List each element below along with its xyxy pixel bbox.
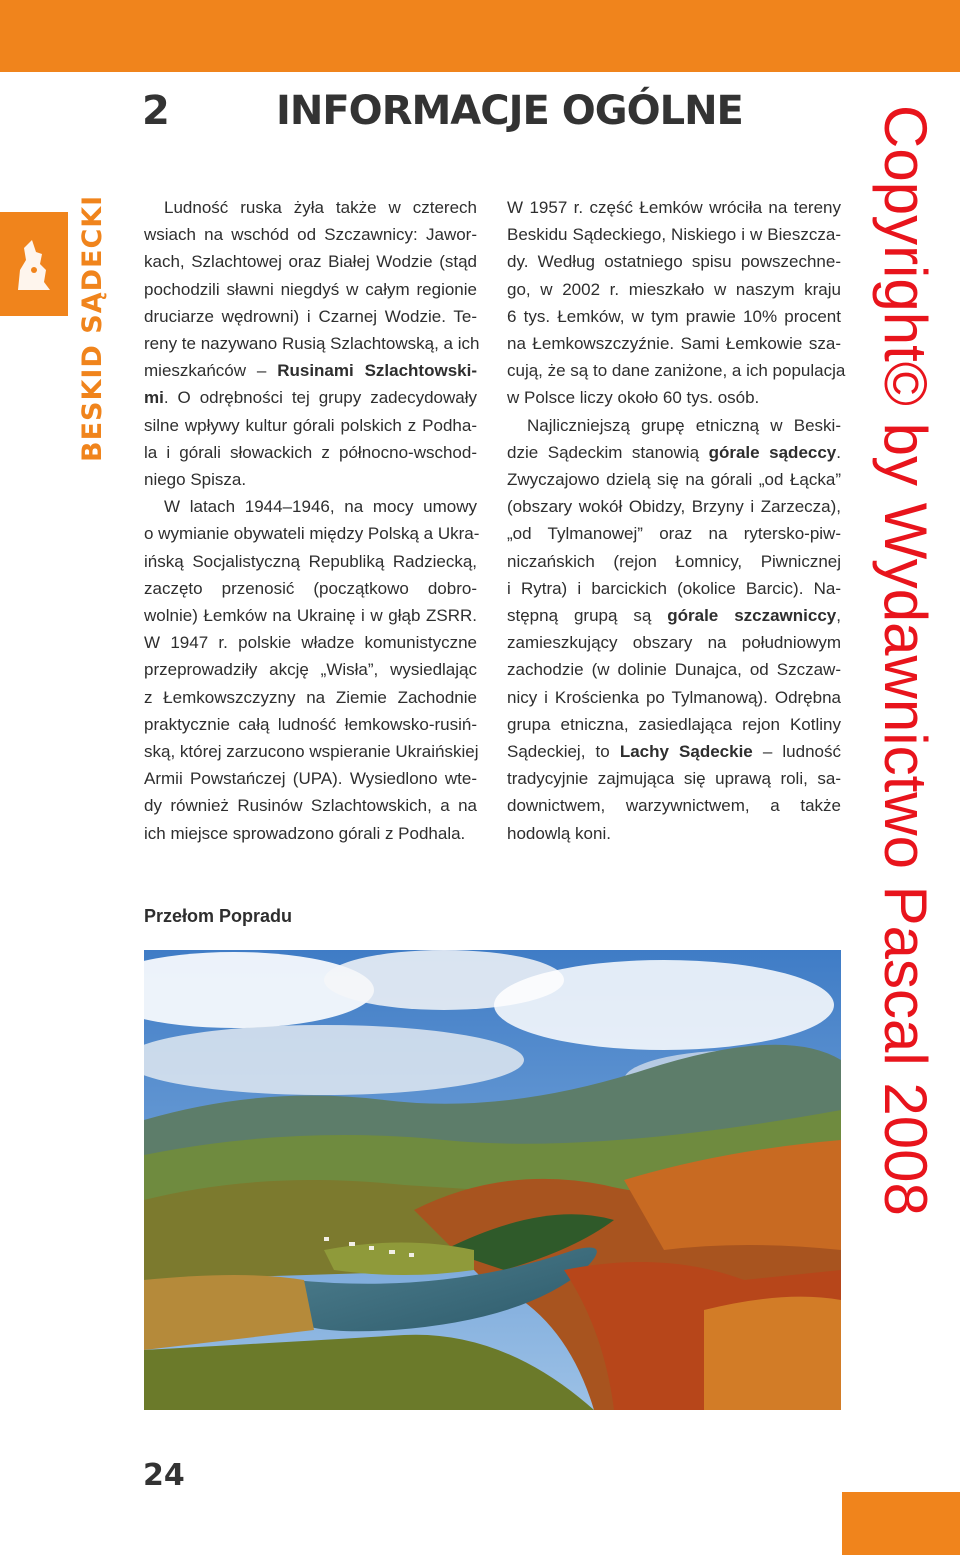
text-run: – ludność [752,742,842,762]
bold-term: mi [144,388,164,408]
text-line: z Łemkowszczyzny na Ziemie Zachodnie [144,687,477,707]
text-line: tradycyjnie zajmująca się uprawą roli, sa- [507,769,841,789]
section-label: BESKID SĄDECKI [77,194,108,462]
paragraph [144,493,480,847]
text-line: druciarze wędrowni) i Czarnej Wodzie. Te- [144,306,477,326]
photo-caption: Przełom Popradu [144,906,293,926]
paragraph [144,194,480,493]
text-line: cują, że są to dane zaniżone, a ich populacja [507,361,846,381]
bold-term: górale sądeccy [708,442,837,462]
text-line: praktycznie całą ludność łemkowsko-rusiń- [144,714,477,734]
text-line: w Polsce liczy około 60 tys. osób. [507,388,760,408]
text-line [507,439,841,466]
text-line: dy. Według ostatniego spisu powszechne- [507,252,841,272]
text-line: W 1947 r. polskie władze komunistyczne [144,633,477,653]
text-run: mieszkańców – [144,361,278,381]
text-line: niczańskich (rejon Łomnicy, Piwnicznej [507,551,841,571]
text-line: Zwyczajowo dzielą się na górali „od Łącka” [507,470,841,490]
section-tab [0,212,68,316]
text-line: dy również Rusinów Szlachtowskich, a na [144,796,477,816]
text-line [144,384,477,411]
paragraph [507,194,846,412]
text-line: pochodzili sławni niegdyś w całym regionie [144,279,477,299]
text-run: Sądeckiej, to [507,742,620,762]
paragraph [507,412,841,847]
beskid-region-map-icon [12,230,56,300]
text-line: Armii Powstańczej (UPA). Wysiedlono wte- [144,769,477,789]
left-text-column [144,194,480,847]
landscape-photo [144,950,841,1410]
bottom-accent-tab [842,1492,960,1555]
text-line: Najliczniejszą grupę etniczną w Beski- [527,415,841,435]
text-run: . O odrębności tej grupy zadecydowały [163,388,477,408]
text-line: „od Tylmanowej” oraz na rytersko-piw- [507,524,841,544]
text-line: nicy i Krościenka po Tylmanową). Odrębna [507,687,841,707]
text-run: stępną grupą są [507,606,668,626]
text-run: , [836,606,841,626]
bold-term: Lachy Sądeckie [619,742,753,762]
top-accent-bar [0,0,960,72]
copyright-watermark: Copyright© by Wydawnictwo Pascal 2008 [872,105,939,1216]
bold-term: górale szczawniccy [667,606,837,626]
text-line [507,602,841,629]
text-line: ich miejsce sprowadzono górali z Podhala. [144,823,466,843]
text-line: i Rytra) i barcickich (okolice Barcic). Na- [507,578,841,598]
text-line: kach, Szlachtowej oraz Białej Wodzie (stąd [144,252,477,272]
text-line: zaczęto przenosić (początkowo dobro- [144,578,477,598]
text-line: na Łemkowszczyźnie. Sami Łemkowie sza- [507,334,841,354]
text-line: (obszary wokół Obidzy, Brzyny i Zarzecza), [507,497,841,517]
text-run: dzie Sądeckim stanowią [507,442,709,462]
text-line: silne wpływy kultur górali polskich z Podha- [144,415,477,435]
text-line: ińską Socjalistyczną Republiką Radziecką, [144,551,477,571]
text-line [144,357,477,384]
chapter-title: INFORMACJE OGÓLNE [276,88,743,134]
right-text-column [507,194,846,847]
text-line: downictwem, warzywnictwem, a także [507,796,841,816]
text-line: W 1957 r. część Łemków wróciła na tereny [507,198,841,217]
text-run: . [836,442,841,462]
text-line: zamieszkujący obszary na południowym [507,633,841,653]
river-valley-illustration [144,950,841,1410]
text-line: Beskidu Sądeckiego, Niskiego i w Bieszcza- [507,225,841,245]
text-line: la i górali słowackich z północno-wschod- [144,442,477,462]
text-line: Ludność ruska żyła także w czterech [164,198,477,217]
text-line: wsiach na wschód od Szczawnicy: Jawor- [144,225,477,245]
text-line: wolnie) Łemków na Ukrainę i w głąb ZSRR. [144,606,477,626]
text-line: 6 tys. Łemków, w tym prawie 10% procent [507,306,841,326]
text-line: hodowlą koni. [507,823,611,843]
text-line: ską, której zarzucono wspieranie Ukraińskiej [144,742,479,762]
text-line: zachodzie (w dolinie Dunajca, od Szczaw- [507,660,841,680]
text-line: niego Spisza. [144,470,247,490]
text-line: przeprowadziły akcję „Wisła”, wysiedlając [144,660,477,680]
text-line: go, w 2002 r. mieszkało w naszym kraju [507,279,841,299]
page-number: 24 [143,1458,185,1493]
text-line: o wymianie obywateli między Polską a Ukra- [144,524,480,544]
chapter-number: 2 [142,88,170,134]
text-line: reny te nazywano Rusią Szlachtowską, a ich [144,334,480,354]
text-line [507,738,841,765]
text-line: W latach 1944–1946, na mocy umowy [164,497,477,517]
bold-term: Rusinami Szlachtowski- [277,361,477,381]
text-line: grupa etniczna, zasiedlająca rejon Kotliny [507,714,841,734]
